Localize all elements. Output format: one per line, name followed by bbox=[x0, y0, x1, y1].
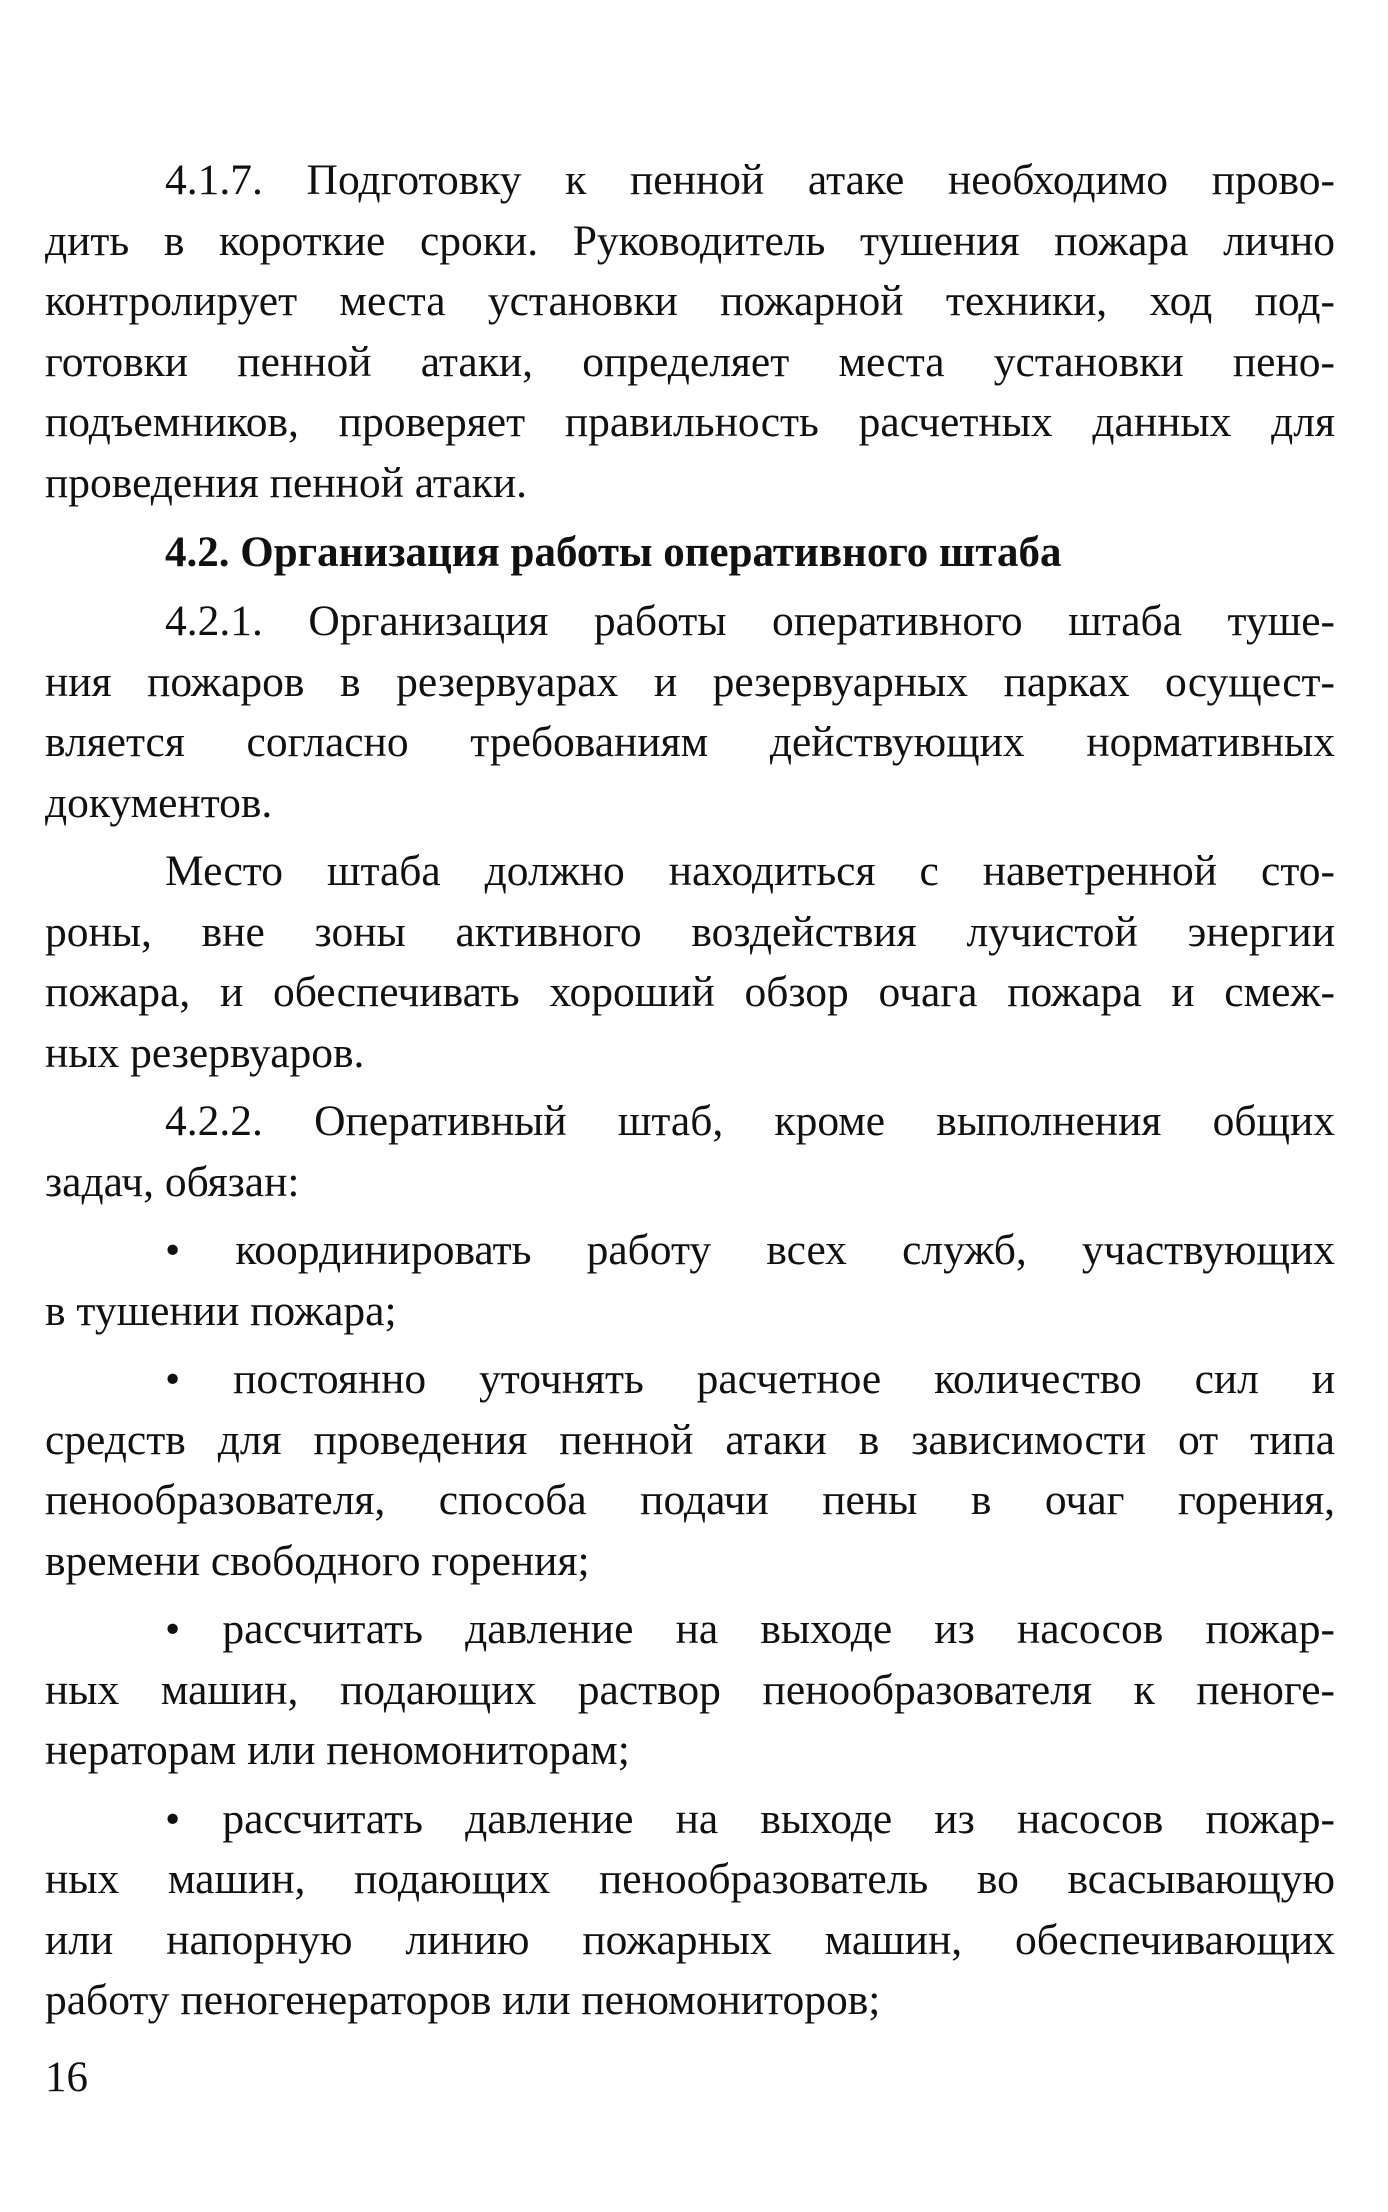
text-line: ных резервуаров. bbox=[45, 1028, 365, 1077]
text-line: подъемников, проверяет правильность расчетных данных для bbox=[45, 398, 1335, 446]
paragraph-4-2-2 bbox=[45, 1091, 1335, 1212]
text-line: • рассчитать давление на выходе из насосов пожар- bbox=[165, 1605, 1335, 1653]
page-body bbox=[45, 150, 1335, 2031]
text-line: контролирует места установки пожарной техники, ход под- bbox=[45, 277, 1335, 325]
page-number: 16 bbox=[45, 2054, 88, 2101]
text-line: • координировать работу всех служб, участвующих bbox=[165, 1226, 1335, 1274]
text-line: Место штаба должно находиться с наветренной сто- bbox=[165, 847, 1335, 895]
text-line: в тушении пожара; bbox=[45, 1286, 397, 1335]
text-line: ных машин, подающих пенообразователь во всасывающую bbox=[45, 1855, 1335, 1903]
text-line: документов. bbox=[45, 778, 273, 827]
bullet-item-pressure-solution bbox=[45, 1599, 1335, 1781]
text-line: ных машин, подающих раствор пенообразователя к пеноге- bbox=[45, 1665, 1335, 1714]
text-line: задач, обязан: bbox=[45, 1157, 300, 1206]
paragraph-4-1-7 bbox=[45, 150, 1335, 513]
text-line: • постоянно уточнять расчетное количество сил и bbox=[165, 1355, 1335, 1403]
bullet-item-clarify-forces bbox=[45, 1349, 1335, 1591]
text-line: дить в короткие сроки. Руководитель тушения пожара лично bbox=[45, 216, 1335, 265]
text-line: готовки пенной атаки, определяет места установки пено- bbox=[45, 337, 1335, 386]
text-line: • рассчитать давление на выходе из насосов пожар- bbox=[165, 1794, 1335, 1843]
text-line: или напорную линию пожарных машин, обеспечивающих bbox=[45, 1915, 1335, 1964]
text-line: нераторам или пеномониторам; bbox=[45, 1726, 630, 1774]
text-line: 4.2.1. Организация работы оперативного штаба туше- bbox=[165, 597, 1335, 645]
paragraph-staff-location bbox=[45, 841, 1335, 1083]
text-line: 4.2.2. Оперативный штаб, кроме выполнения общих bbox=[165, 1097, 1335, 1145]
text-line: роны, вне зоны активного воздействия лучистой энергии bbox=[45, 907, 1335, 956]
bullet-item-coordinate bbox=[45, 1220, 1335, 1341]
text-line: 4.1.7. Подготовку к пенной атаке необходимо прово- bbox=[165, 156, 1335, 204]
paragraph-4-2-1 bbox=[45, 591, 1335, 833]
bullet-item-pressure-concentrate bbox=[45, 1789, 1335, 2031]
text-line: вляется согласно требованиям действующих нормативных bbox=[45, 718, 1335, 766]
text-line: пенообразователя, способа подачи пены в очаг горения, bbox=[45, 1476, 1335, 1524]
text-line: времени свободного горения; bbox=[45, 1536, 590, 1585]
text-line: работу пеногенераторов или пеномониторов; bbox=[45, 1976, 881, 2024]
text-line: пожара, и обеспечивать хороший обзор очага пожара и смеж- bbox=[45, 968, 1335, 1016]
section-heading-4-2: 4.2. Организация работы оперативного штаба bbox=[165, 529, 1062, 576]
text-line: проведения пенной атаки. bbox=[45, 458, 528, 507]
text-line: средств для проведения пенной атаки в зависимости от типа bbox=[45, 1415, 1335, 1464]
text-line: ния пожаров в резервуарах и резервуарных парках осущест- bbox=[45, 657, 1335, 706]
